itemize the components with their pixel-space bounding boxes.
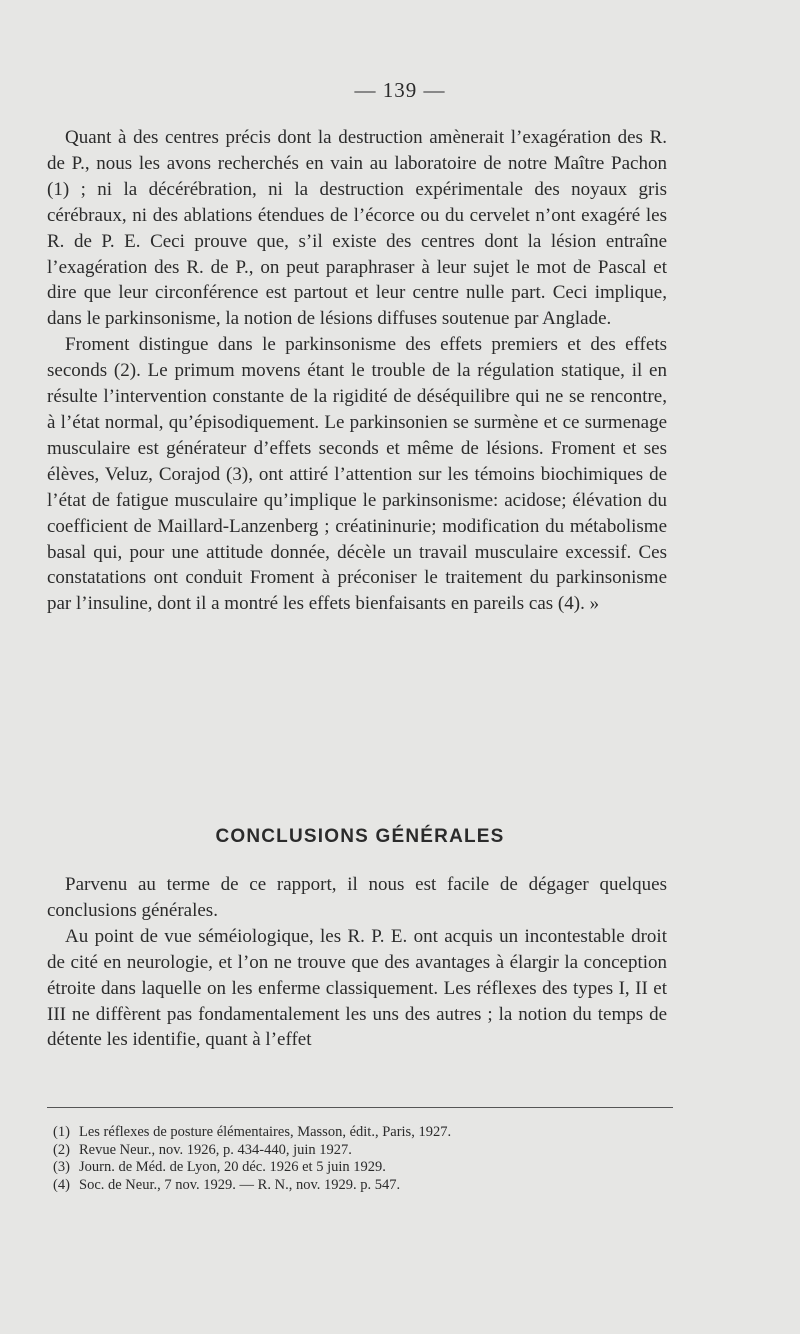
footnote-text: Revue Neur., nov. 1926, p. 434-440, juin 1927. bbox=[79, 1141, 352, 1158]
body-text-bottom bbox=[47, 872, 667, 1053]
footnote-number: (3) bbox=[53, 1159, 70, 1175]
paragraph: Froment distingue dans le parkinsonisme des effets premiers et des effets seconds (2). Le primum movens étant le trouble de la régulation statique, il en résulte l’intervention constante de la rigidité de déséquilibre qui ne se rencontre, à l’état normal, qu’épisodiquement. Le parkinsonien se surmène et ce surmenage musculaire est générateur d’effets seconds et même de lésions. Froment et ses élèves, Veluz, Corajod (3), ont attiré l’attention sur les témoins biochimiques de l’état de fatigue musculaire qu’implique le parkinsonisme: acidose; élévation du coefficient de Maillard-Lanzenberg ; créatininurie; modification du métabolisme basal qui, pour une attitude donnée, décèle un travail musculaire excessif. Ces constatations ont conduit Froment à préconiser le traitement du parkinsonisme par l’insuline, dont il a montré les effets bienfaisants en pareils cas (4). » bbox=[47, 334, 667, 615]
footnote bbox=[47, 1124, 667, 1142]
body-text-top bbox=[47, 125, 667, 617]
footnote-number: (1) bbox=[53, 1124, 70, 1140]
footnote-number: (4) bbox=[53, 1176, 70, 1193]
footnote-text: Journ. de Méd. de Lyon, 20 déc. 1926 et 5 juin 1929. bbox=[79, 1159, 386, 1175]
footnote-text: Les réflexes de posture élémentaires, Masson, édit., Paris, 1927. bbox=[79, 1124, 452, 1140]
paragraph: Quant à des centres précis dont la destruction amènerait l’exagération des R. de P., nous les avons recherchés en vain au laboratoire de notre Maître Pachon (1) ; ni la décérébration, ni la destruction expérimentale des noyaux gris cérébraux, ni des ablations étendues de l’écorce ou du cervelet n’ont exagéré les R. de P. E. Ceci prouve que, s’il existe des centres dont la lésion entraîne l’exagération des R. de P., on peut paraphraser à leur sujet le mot de Pascal et dire que leur circonférence est partout et leur centre nulle part. Ceci implique, dans le parkinsonisme, la notion de lésions diffuses soutenue par Anglade. bbox=[47, 127, 667, 330]
section-heading: CONCLUSIONS GÉNÉRALES bbox=[215, 826, 505, 847]
page-number: — 139 — bbox=[354, 78, 446, 102]
footnote-number: (2) bbox=[53, 1141, 70, 1158]
footnotes bbox=[47, 1124, 667, 1194]
footnote bbox=[47, 1159, 667, 1177]
footnote bbox=[47, 1142, 667, 1160]
paragraph: Parvenu au terme de ce rapport, il nous est facile de dégager quelques conclusions générales. bbox=[47, 874, 667, 921]
paragraph: Au point de vue séméiologique, les R. P. E. ont acquis un incontestable droit de cité en neurologie, et l’on ne trouve que des avantages à élargir la conception étroite dans laquelle on les enferme classiquement. Les réflexes des types I, II et III ne diffèrent pas fondamentalement les uns des autres ; la notion du temps de détente les identifie, quant à l’effet bbox=[47, 925, 667, 1051]
footnote-text: Soc. de Neur., 7 nov. 1929. — R. N., nov. 1929. p. 547. bbox=[79, 1176, 401, 1193]
footnote-divider bbox=[47, 1107, 673, 1108]
footnote bbox=[47, 1177, 667, 1195]
